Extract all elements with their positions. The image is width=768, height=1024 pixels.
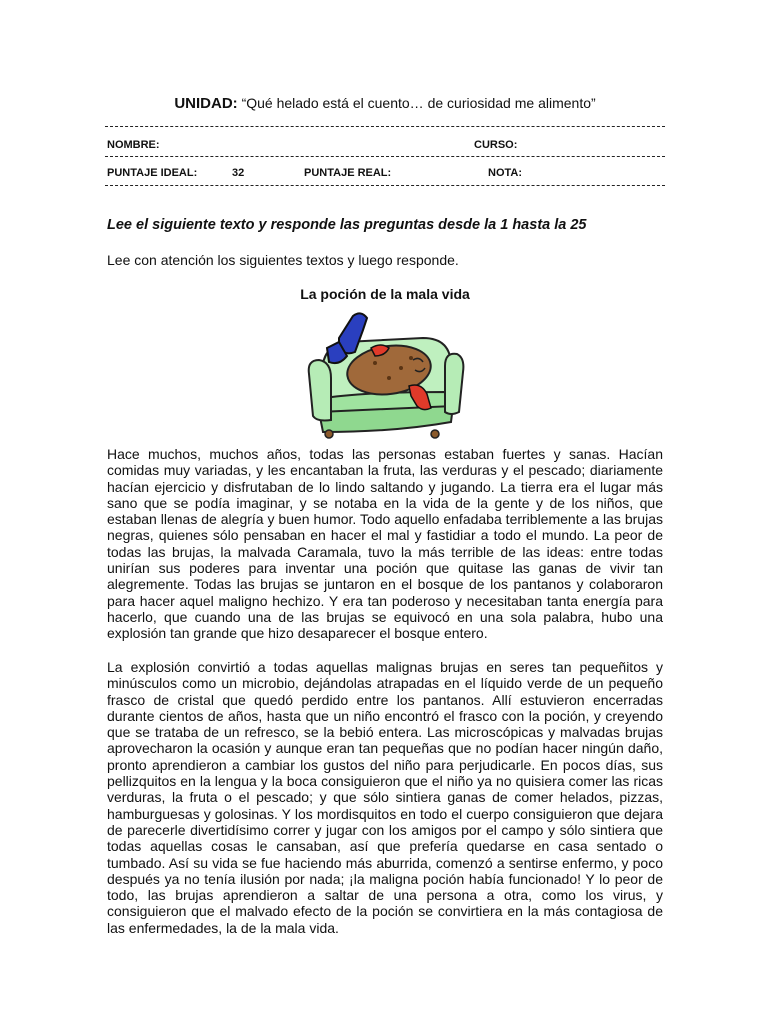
unit-label: UNIDAD: [174, 95, 238, 112]
divider-line [105, 185, 665, 186]
unit-heading [105, 95, 665, 112]
instructions: Lee el siguiente texto y responde las preguntas desde la 1 hasta la 25 [107, 217, 587, 233]
real-score-label: PUNTAJE REAL: [304, 167, 392, 179]
name-course-row [107, 139, 663, 153]
lead-text: Lee con atención los siguientes textos y luego responde. [107, 252, 459, 268]
story-paragraph-1: Hace muchos, muchos años, todas las personas estaban fuertes y sanas. Hacían comidas muy variadas, y les encantaban la fruta, las verduras y el pescado; diariamente hacían ejercicio y disfrutaban de lo lindo saltando y jugando. La tierra era el lugar más sano que se podía imaginar, y se notaba en la vida de la gente y de los niños, que estaban llenas de alegría y buen humor. Todo aquello enfadaba terriblemente a las brujas negras, quienes sólo pensaban en hacer el mal y fastidiar a todo el mundo. La peor de todas las brujas, la malvada Caramala, tuvo la más terrible de las ideas: entre todas unirían sus poderes para inventar una poción que quitase las ganas de vivir tan alegremente. Todas las brujas se juntaron en el bosque de los pantanos y colaboraron para hacer aquel maligno hechizo. Y era tan poderoso y necesitaban tanta energía para hacerlo, que cuando una de las brujas se equivocó en una sola palabra, hubo una explosión tan grande que hizo desaparecer el bosque entero. [107, 446, 663, 642]
course-label: CURSO: [474, 139, 518, 151]
divider-line [105, 126, 665, 127]
score-row [107, 167, 663, 181]
ideal-score-value: 32 [232, 167, 245, 179]
grade-label: NOTA: [488, 167, 523, 179]
story-paragraph-2: La explosión convirtió a todas aquellas malignas brujas en seres tan pequeñitos y minúsculos como un microbio, dejándolas atrapadas en el líquido verde de un pequeño frasco de cristal que quedó perdido entre los pantanos. Allí estuvieron encerradas durante cientos de años, hasta que un niño encontró el frasco con la poción, y creyendo que se trataba de un refresco, se la bebió entera. Las microscópicas y malvadas brujas aprovecharon la ocasión y aunque eran tan pequeñas que no podían hacer ningún daño, pronto aprendieron a cambiar los gustos del niño para perjudicarle. En pocos días, sus pellizquitos en la lengua y la boca consiguieron que el niño ya no quisiera comer las ricas verduras, la fruta o el pescado; y que sólo sintiera ganas de comer helados, pizzas, hamburguesas y golosinas. Y los mordisquitos en todo el cuerpo consiguieron que dejara de parecerle divertidísimo correr y jugar con los amigos por el campo y sólo sintiera que todas aquellas cosas le cansaban, así que prefería quedarse en casa sentado o tumbado. Así su vida se fue haciendo más aburrida, comenzó a sentirse enfermo, y poco después ya no tenía ilusión por nada; ¡la maligna poción había funcionado! Y lo peor de todo, las brujas aprendieron a saltar de una persona a otra, como los virus, y consiguieron que el malvado efecto de la poción se convirtiera en la más contagiosa de las enfermedades, la de la mala vida. [107, 659, 663, 936]
couch-potato-illustration-icon [305, 308, 465, 440]
unit-title: “Qué helado está el cuento… de curiosidad me alimento” [241, 95, 596, 111]
name-label: NOMBRE: [107, 139, 160, 151]
ideal-score-label: PUNTAJE IDEAL: [107, 167, 198, 179]
story-title: La poción de la mala vida [300, 286, 470, 302]
divider-line [105, 156, 665, 157]
